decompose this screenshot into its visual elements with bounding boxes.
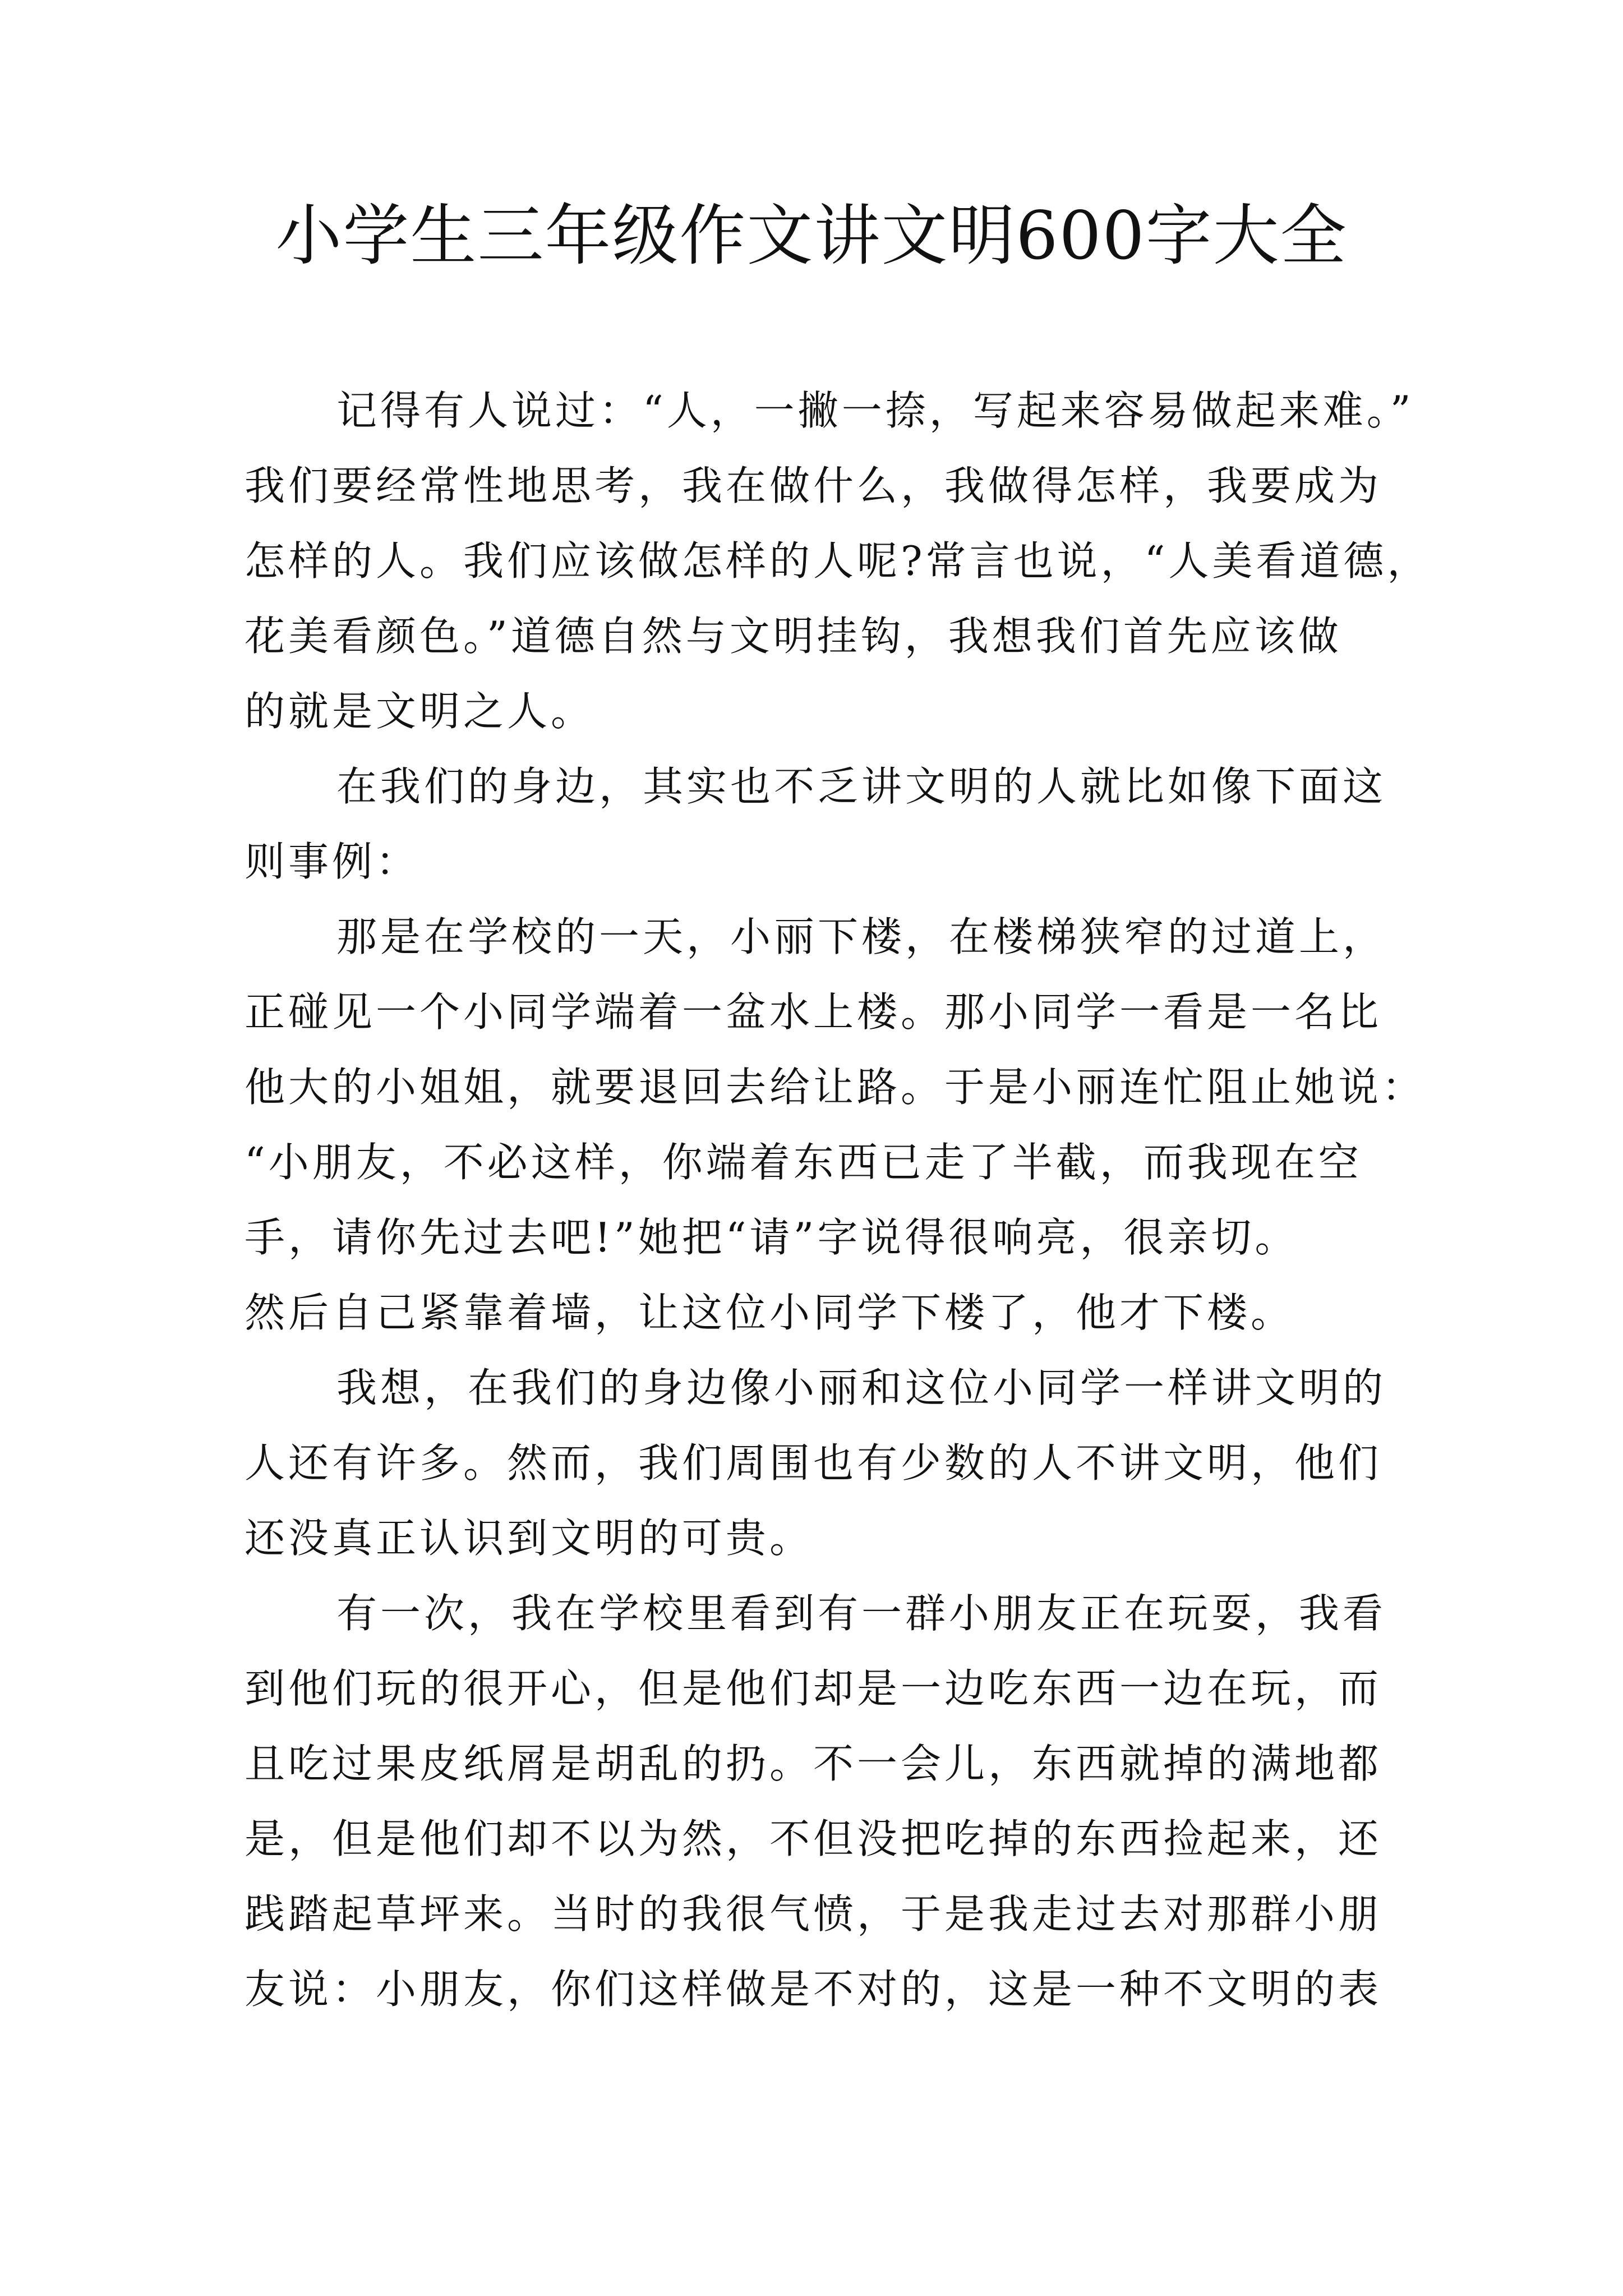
paragraph-line: 我们要经常性地思考，我在做什么，我做得怎样，我要成为	[245, 462, 1382, 509]
paragraph-line: 然后自己紧靠着墙，让这位小同学下楼了，他才下楼。	[245, 1289, 1295, 1336]
paragraph-first-line: 我想，在我们的身边像小丽和这位小同学一样讲文明的	[336, 1364, 1387, 1411]
document-title: 小学生三年级作文讲文明600字大全	[275, 197, 1348, 274]
paragraph-line: 还没真正认识到文明的可贵。	[245, 1515, 814, 1562]
paragraph-line: 手，请你先过去吧!”她把“请”字说得很响亮，很亲切。	[245, 1214, 1299, 1261]
paragraph-first-line: 在我们的身边，其实也不乏讲文明的人就比如像下面这	[336, 763, 1387, 810]
paragraph-line: “小朋友，不必这样，你端着东西已走了半截，而我现在空	[245, 1139, 1362, 1186]
paragraph-line: 践踏起草坪来。当时的我很气愤，于是我走过去对那群小朋	[245, 1890, 1382, 1938]
paragraph-line: 是，但是他们却不以为然，不但没把吃掉的东西捡起来，还	[245, 1815, 1382, 1862]
paragraph-line: 友说：小朋友，你们这样做是不对的，这是一种不文明的表	[245, 1966, 1382, 2013]
paragraph-line: 正碰见一个小同学端着一盆水上楼。那小同学一看是一名比	[245, 988, 1382, 1036]
paragraph-line: 且吃过果皮纸屑是胡乱的扔。不一会儿，东西就掉的满地都	[245, 1740, 1382, 1787]
document-body	[245, 373, 1431, 2027]
paragraph-line: 则事例：	[245, 838, 420, 885]
paragraph-first-line: 那是在学校的一天，小丽下楼，在楼梯狭窄的过道上，	[336, 913, 1387, 960]
paragraph-line: 他大的小姐姐，就要退回去给让路。于是小丽连忙阻止她说：	[245, 1064, 1426, 1111]
paragraph-line: 怎样的人。我们应该做怎样的人呢?常言也说，“人美看道德，	[245, 537, 1431, 585]
paragraph-line: 到他们玩的很开心，但是他们却是一边吃东西一边在玩，而	[245, 1665, 1382, 1712]
paragraph-line: 花美看颜色。”道德自然与文明挂钩，我想我们首先应该做	[245, 613, 1342, 660]
paragraph-first-line: 记得有人说过：“人，一撇一捺，写起来容易做起来难。”	[336, 387, 1414, 434]
paragraph-line: 的就是文明之人。	[245, 688, 595, 735]
paragraph-first-line: 有一次，我在学校里看到有一群小朋友正在玩耍，我看	[336, 1590, 1387, 1637]
paragraph-line: 人还有许多。然而，我们周围也有少数的人不讲文明，他们	[245, 1439, 1382, 1487]
